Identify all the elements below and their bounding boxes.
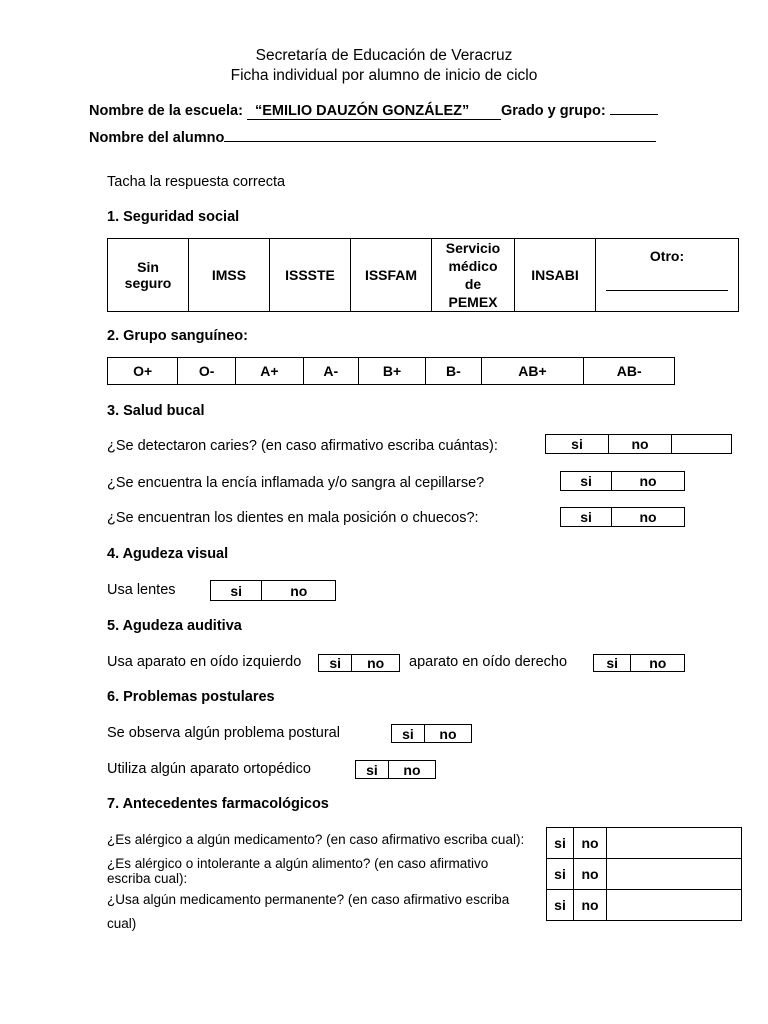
posture-question: Se observa algún problema postural: [107, 725, 340, 741]
blood-type-option[interactable]: AB+: [481, 358, 584, 385]
blood-type-option[interactable]: O+: [108, 358, 178, 385]
med-allergy-field[interactable]: [607, 828, 742, 859]
option-sin-seguro[interactable]: Sin seguro: [108, 239, 189, 312]
gums-answer: [560, 471, 685, 491]
food-allergy-field[interactable]: [607, 859, 742, 890]
option-issste[interactable]: ISSSTE: [270, 239, 351, 312]
caries-answer: [545, 434, 732, 454]
yes-option[interactable]: si: [546, 435, 609, 454]
no-option[interactable]: no: [352, 655, 400, 672]
no-option[interactable]: no: [388, 761, 435, 779]
gums-question: ¿Se encuentra la encía inflamada y/o sangra al cepillarse?: [107, 475, 485, 491]
no-option[interactable]: no: [574, 859, 607, 890]
grade-label: Grado y grupo:: [500, 103, 606, 119]
no-option[interactable]: no: [612, 508, 685, 527]
social-security-table: [107, 238, 739, 312]
section-1-title: 1. Seguridad social: [107, 209, 240, 225]
pharma-answers-table: [546, 827, 742, 921]
no-option[interactable]: no: [574, 828, 607, 859]
option-pemex[interactable]: Servicio médico de PEMEX: [432, 239, 515, 312]
section-7-title: 7. Antecedentes farmacológicos: [107, 796, 329, 812]
yes-option[interactable]: si: [594, 655, 631, 672]
glasses-question: Usa lentes: [107, 582, 176, 598]
option-imss[interactable]: IMSS: [189, 239, 270, 312]
student-label: Nombre del alumno: [89, 130, 225, 146]
option-otro[interactable]: [596, 239, 739, 312]
yes-option[interactable]: si: [561, 508, 612, 527]
caries-question: ¿Se detectaron caries? (en caso afirmativo escriba cuántas):: [107, 438, 498, 454]
posture-answer: [391, 724, 472, 743]
header-line-2: Ficha individual por alumno de inicio de ciclo: [230, 67, 538, 84]
option-insabi[interactable]: INSABI: [515, 239, 596, 312]
permanent-med-field[interactable]: [607, 890, 742, 921]
no-option[interactable]: no: [574, 890, 607, 921]
yes-option[interactable]: si: [547, 828, 574, 859]
yes-option[interactable]: si: [211, 581, 262, 601]
section-6-title: 6. Problemas postulares: [107, 689, 275, 705]
blood-type-option[interactable]: A-: [303, 358, 358, 385]
blood-type-option[interactable]: B+: [358, 358, 426, 385]
right-ear-question: aparato en oído derecho: [409, 654, 568, 670]
school-name: “EMILIO DAUZÓN GONZÁLEZ”: [254, 103, 470, 119]
school-name-field[interactable]: [247, 103, 501, 120]
teeth-question: ¿Se encuentran los dientes en mala posición o chuecos?:: [107, 510, 479, 526]
yes-option[interactable]: si: [392, 725, 425, 743]
blood-type-option[interactable]: A+: [236, 358, 304, 385]
otro-line[interactable]: [606, 290, 728, 291]
yes-option[interactable]: si: [547, 890, 574, 921]
option-issfam[interactable]: ISSFAM: [351, 239, 432, 312]
section-3-title: 3. Salud bucal: [107, 403, 205, 419]
header-line-1: Secretaría de Educación de Veracruz: [255, 47, 513, 64]
orthopedic-answer: [355, 760, 436, 779]
left-ear-question: Usa aparato en oído izquierdo: [107, 654, 302, 670]
no-option[interactable]: no: [609, 435, 672, 454]
school-row: [89, 102, 658, 120]
left-ear-answer: [318, 654, 400, 672]
student-name-field[interactable]: [224, 129, 656, 142]
section-5-title: 5. Agudeza auditiva: [107, 618, 242, 634]
blood-type-option[interactable]: O-: [178, 358, 236, 385]
student-row: [89, 129, 656, 146]
instruction: Tacha la respuesta correcta: [107, 174, 286, 190]
food-allergy-question: ¿Es alérgico o intolerante a algún alimento? (en caso afirmativo escriba cual):: [107, 856, 489, 886]
yes-option[interactable]: si: [561, 472, 612, 491]
blood-type-table: [107, 357, 675, 385]
glasses-answer: [210, 580, 336, 601]
section-2-title: 2. Grupo sanguíneo:: [107, 328, 248, 344]
no-option[interactable]: no: [262, 581, 336, 601]
right-ear-answer: [593, 654, 685, 672]
yes-option[interactable]: si: [319, 655, 352, 672]
blood-type-option[interactable]: B-: [426, 358, 481, 385]
otro-label: Otro:: [649, 248, 685, 264]
permanent-med-question: ¿Usa algún medicamento permanente? (en caso afirmativo escriba cual): [107, 892, 510, 931]
yes-option[interactable]: si: [547, 859, 574, 890]
section-4-title: 4. Agudeza visual: [107, 546, 229, 562]
no-option[interactable]: no: [631, 655, 685, 672]
school-label: Nombre de la escuela:: [89, 103, 243, 119]
no-option[interactable]: no: [424, 725, 471, 743]
yes-option[interactable]: si: [356, 761, 389, 779]
med-allergy-question: ¿Es alérgico a algún medicamento? (en caso afirmativo escriba cual):: [107, 832, 525, 847]
grade-field[interactable]: [610, 102, 658, 115]
blood-type-option[interactable]: AB-: [584, 358, 675, 385]
no-option[interactable]: no: [612, 472, 685, 491]
teeth-answer: [560, 507, 685, 527]
orthopedic-question: Utiliza algún aparato ortopédico: [107, 761, 311, 777]
caries-count-field[interactable]: [672, 435, 732, 454]
